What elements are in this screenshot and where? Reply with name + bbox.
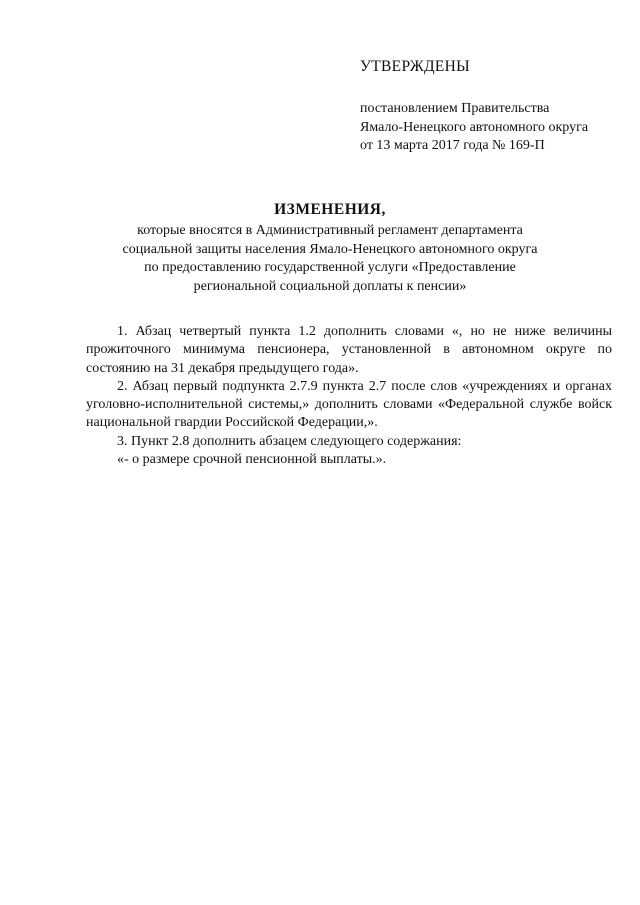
heading-line-3: по предоставлению государственной услуги «Предоставление <box>144 260 516 275</box>
approval-block <box>360 57 620 156</box>
approval-title: УТВЕРЖДЕНЫ <box>360 58 470 75</box>
paragraph-1: 1. Абзац четвертый пункта 1.2 дополнить словами «, но не ниже величины прожиточного минимума пенсионера, установленной в автономном округе по состоянию на 31 декабря предыдущего года». <box>86 324 612 376</box>
paragraph-3: 3. Пункт 2.8 дополнить абзацем следующего содержания: <box>117 433 462 449</box>
paragraph-4: «- о размере срочной пенсионной выплаты.». <box>117 452 387 468</box>
heading-line-1: которые вносятся в Административный регламент департамента <box>137 223 523 238</box>
approval-line-government: Ямало-Ненецкого автономного округа <box>360 119 589 135</box>
paragraph-2: 2. Абзац первый подпункта 2.7.9 пункта 2.7 после слов «учреждениях и органах уголовно-исполнительной системы,» дополнить словами «Федеральной службе войск национальной гвардии Российской Федерации,». <box>86 378 612 431</box>
document-body <box>86 323 612 469</box>
document-heading <box>60 200 600 296</box>
heading-line-4: региональной социальной доплаты к пенсии» <box>193 278 467 294</box>
heading-line-2: социальной защиты населения Ямало-Ненецкого автономного округа <box>122 241 538 257</box>
approval-line-resolution: постановлением Правительства <box>360 101 550 116</box>
approval-line-date-number: от 13 марта 2017 года № 169-П <box>360 138 545 153</box>
document-title: ИЗМЕНЕНИЯ, <box>274 201 386 218</box>
